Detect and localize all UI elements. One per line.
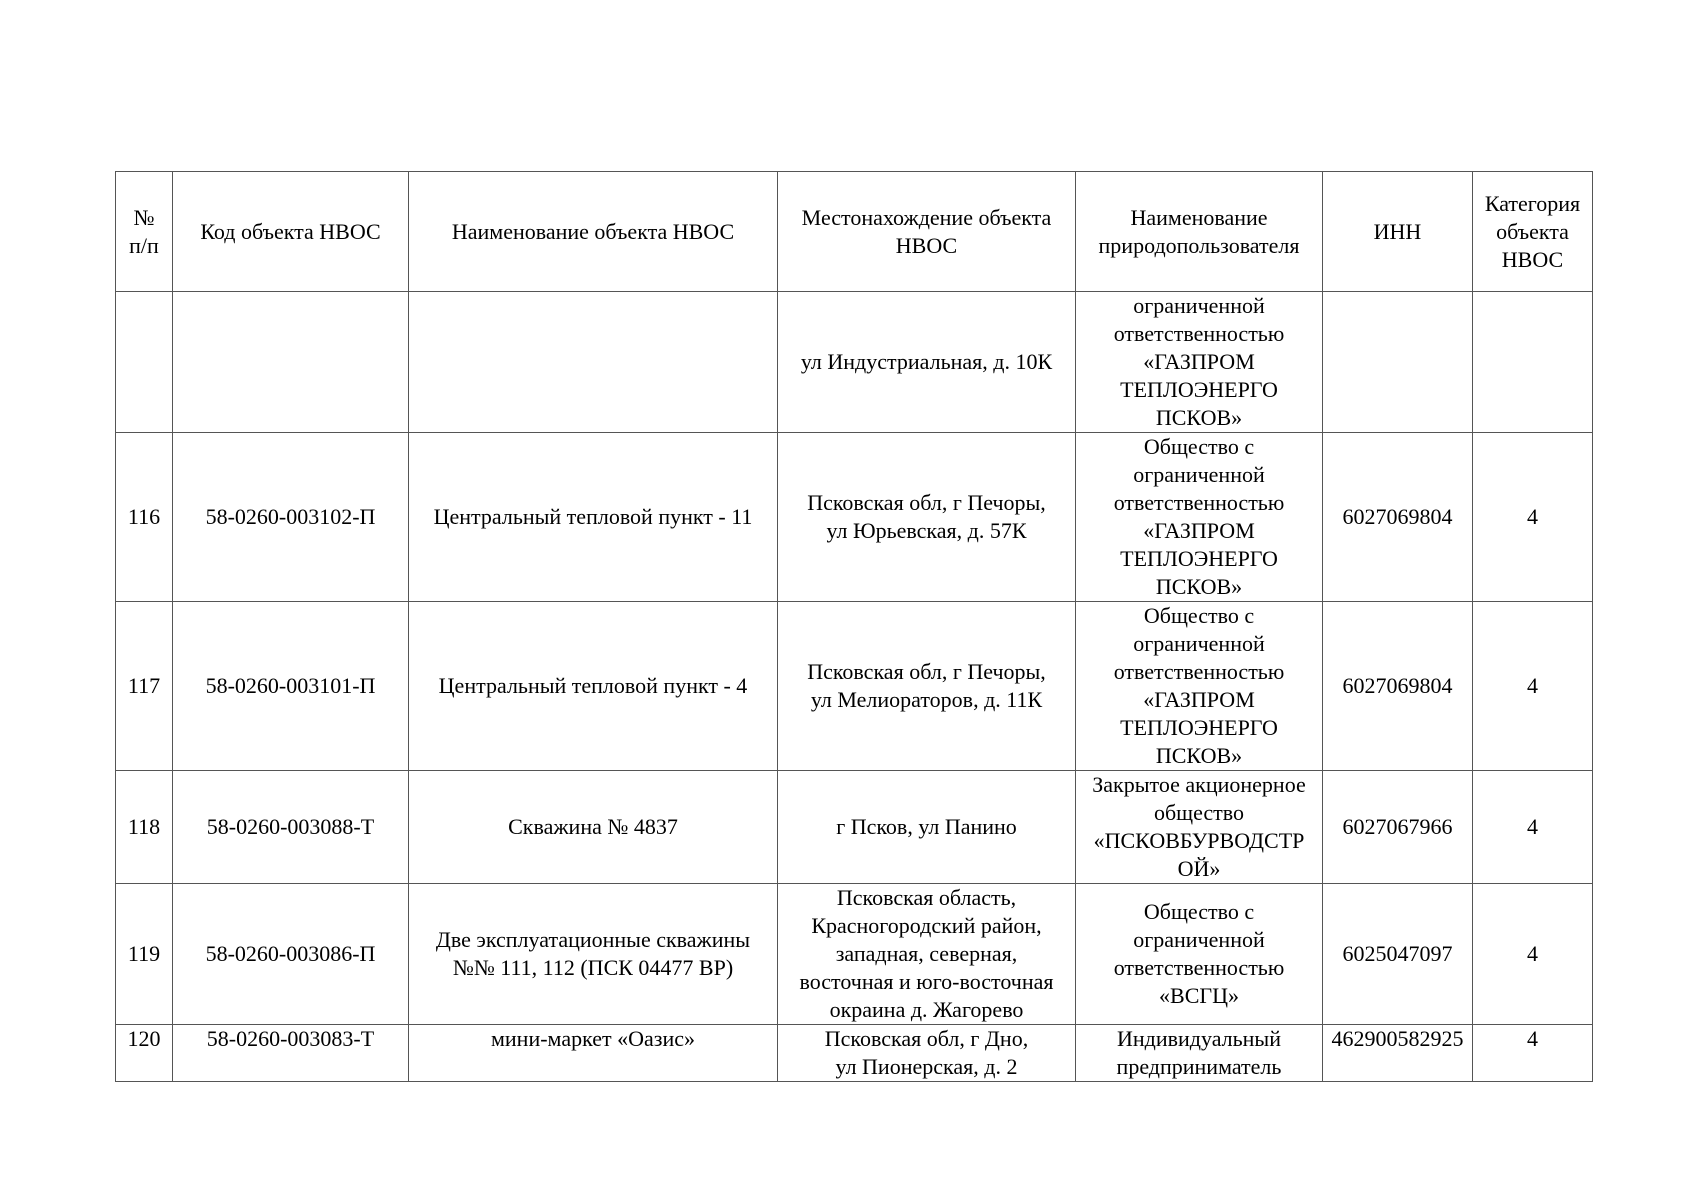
cell-category: 4 [1473,771,1593,884]
cell-category: 4 [1473,433,1593,602]
table-row [116,433,1593,602]
cell-user: ограниченной ответственностью «ГАЗПРОМ ТЕПЛОЭНЕРГО ПСКОВ» [1076,292,1323,433]
cell-user: Общество с ограниченной ответственностью «ГАЗПРОМ ТЕПЛОЭНЕРГО ПСКОВ» [1076,433,1323,602]
cell-inn: 462900582925 [1323,1025,1473,1082]
cell-code [173,292,409,433]
table-row [116,602,1593,771]
cell-location: г Псков, ул Панино [778,771,1076,884]
cell-inn: 6027069804 [1323,602,1473,771]
header-category: Категория объекта НВОС [1473,172,1593,292]
cell-location: Псковская обл, г Печоры, ул Юрьевская, д. 57К [778,433,1076,602]
cell-inn [1323,292,1473,433]
header-user: Наименование природопользователя [1076,172,1323,292]
cell-inn: 6027069804 [1323,433,1473,602]
table-row [116,884,1593,1025]
cell-location: ул Индустриальная, д. 10К [778,292,1076,433]
cell-user: Индивидуальный предприниматель [1076,1025,1323,1082]
cell-location: Псковская обл, г Дно, ул Пионерская, д. 2 [778,1025,1076,1082]
cell-code: 58-0260-003083-Т [173,1025,409,1082]
cell-num: 116 [116,433,173,602]
cell-name: Центральный тепловой пункт - 4 [409,602,778,771]
header-name: Наименование объекта НВОС [409,172,778,292]
cell-num: 118 [116,771,173,884]
cell-user: Общество с ограниченной ответственностью «ГАЗПРОМ ТЕПЛОЭНЕРГО ПСКОВ» [1076,602,1323,771]
cell-category [1473,292,1593,433]
header-row [116,172,1593,292]
cell-location: Псковская обл, г Печоры, ул Мелиораторов, д. 11К [778,602,1076,771]
header-code: Код объекта НВОС [173,172,409,292]
table-row [116,771,1593,884]
cell-num: 119 [116,884,173,1025]
cell-user: Закрытое акционерное общество «ПСКОВБУРВОДСТР ОЙ» [1076,771,1323,884]
cell-user: Общество с ограниченной ответственностью «ВСГЦ» [1076,884,1323,1025]
cell-code: 58-0260-003102-П [173,433,409,602]
cell-category: 4 [1473,1025,1593,1082]
cell-name: Две эксплуатационные скважины №№ 111, 112 (ПСК 04477 ВР) [409,884,778,1025]
cell-num: 120 [116,1025,173,1082]
cell-code: 58-0260-003086-П [173,884,409,1025]
cell-num [116,292,173,433]
cell-num: 117 [116,602,173,771]
cell-category: 4 [1473,884,1593,1025]
cell-inn: 6025047097 [1323,884,1473,1025]
cell-name: мини-маркет «Оазис» [409,1025,778,1082]
cell-inn: 6027067966 [1323,771,1473,884]
header-inn: ИНН [1323,172,1473,292]
cell-name: Центральный тепловой пункт - 11 [409,433,778,602]
cell-name: Скважина № 4837 [409,771,778,884]
cell-location: Псковская область, Красногородский район, западная, северная, восточная и юго-восточная окраина д. Жагорево [778,884,1076,1025]
header-num: № п/п [116,172,173,292]
header-location: Местонахождение объекта НВОС [778,172,1076,292]
cell-category: 4 [1473,602,1593,771]
registry-table [115,171,1593,1082]
cell-name [409,292,778,433]
table-row [116,1025,1593,1082]
cell-code: 58-0260-003101-П [173,602,409,771]
table-row-continuation [116,292,1593,433]
cell-code: 58-0260-003088-Т [173,771,409,884]
